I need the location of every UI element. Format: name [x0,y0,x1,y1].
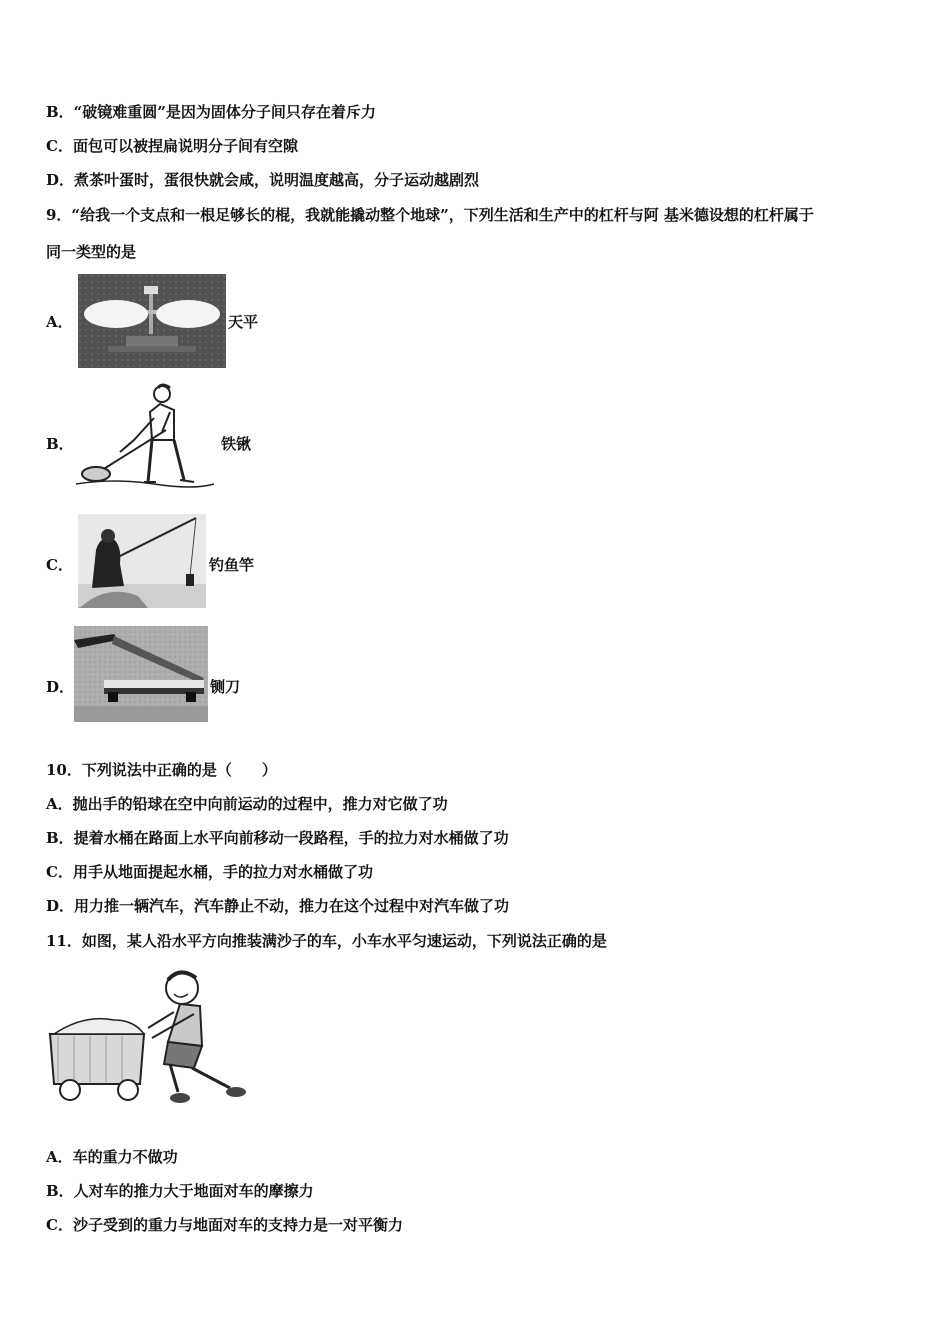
q11-option-c: C．沙子受到的重力与地面对车的支持力是一对平衡力 [46,1216,403,1234]
q9-stem-line2: 同一类型的是 [46,243,137,261]
q8-option-c: C．面包可以被捏扁说明分子间有空隙 [46,137,298,155]
q10-option-d: D．用力推一辆汽车，汽车静止不动，推力在这个过程中对汽车做了功 [46,897,510,915]
balance-image [78,274,226,368]
q9-option-d-label: 铡刀 [210,678,241,696]
q9-stem-line1: 9．“给我一个支点和一根足够长的棍，我就能撬动整个地球”，下列生活和生产中的杠杆与阿 基米德设想的杠杆属于 [46,206,814,224]
q8-option-b: B．“破镜难重圆”是因为固体分子间只存在着斥力 [46,103,376,121]
q11-option-a: A．车的重力不做功 [46,1148,178,1166]
q9-option-b-letter: B． [46,435,74,453]
q9-option-c-label: 钓鱼竿 [209,556,255,574]
q9-option-b-label: 铁锹 [221,435,252,453]
q9-option-d-letter: D． [46,678,75,696]
q11-stem: 11．如图，某人沿水平方向推装满沙子的车，小车水平匀速运动，下列说法正确的是 [46,932,607,950]
q9-option-a-letter: A． [46,313,73,331]
q10-stem: 10．下列说法中正确的是（ ） [46,761,277,779]
fishing-rod-image [78,514,206,608]
q10-option-c: C．用手从地面提起水桶，手的拉力对水桶做了功 [46,863,373,881]
guillotine-cutter-image [74,626,208,722]
q10-option-b: B．提着水桶在路面上水平向前移动一段路程，手的拉力对水桶做了功 [46,829,509,847]
q9-option-a-label: 天平 [228,313,259,331]
boy-pushing-cart-image [44,964,250,1110]
q11-option-b: B．人对车的推力大于地面对车的摩擦力 [46,1182,314,1200]
q10-option-a: A．抛出手的铅球在空中向前运动的过程中，推力对它做了功 [46,795,448,813]
q9-option-c-letter: C． [46,556,73,574]
shovel-image [74,382,219,488]
q8-option-d: D．煮茶叶蛋时，蛋很快就会咸，说明温度越高，分子运动越剧烈 [46,171,480,189]
